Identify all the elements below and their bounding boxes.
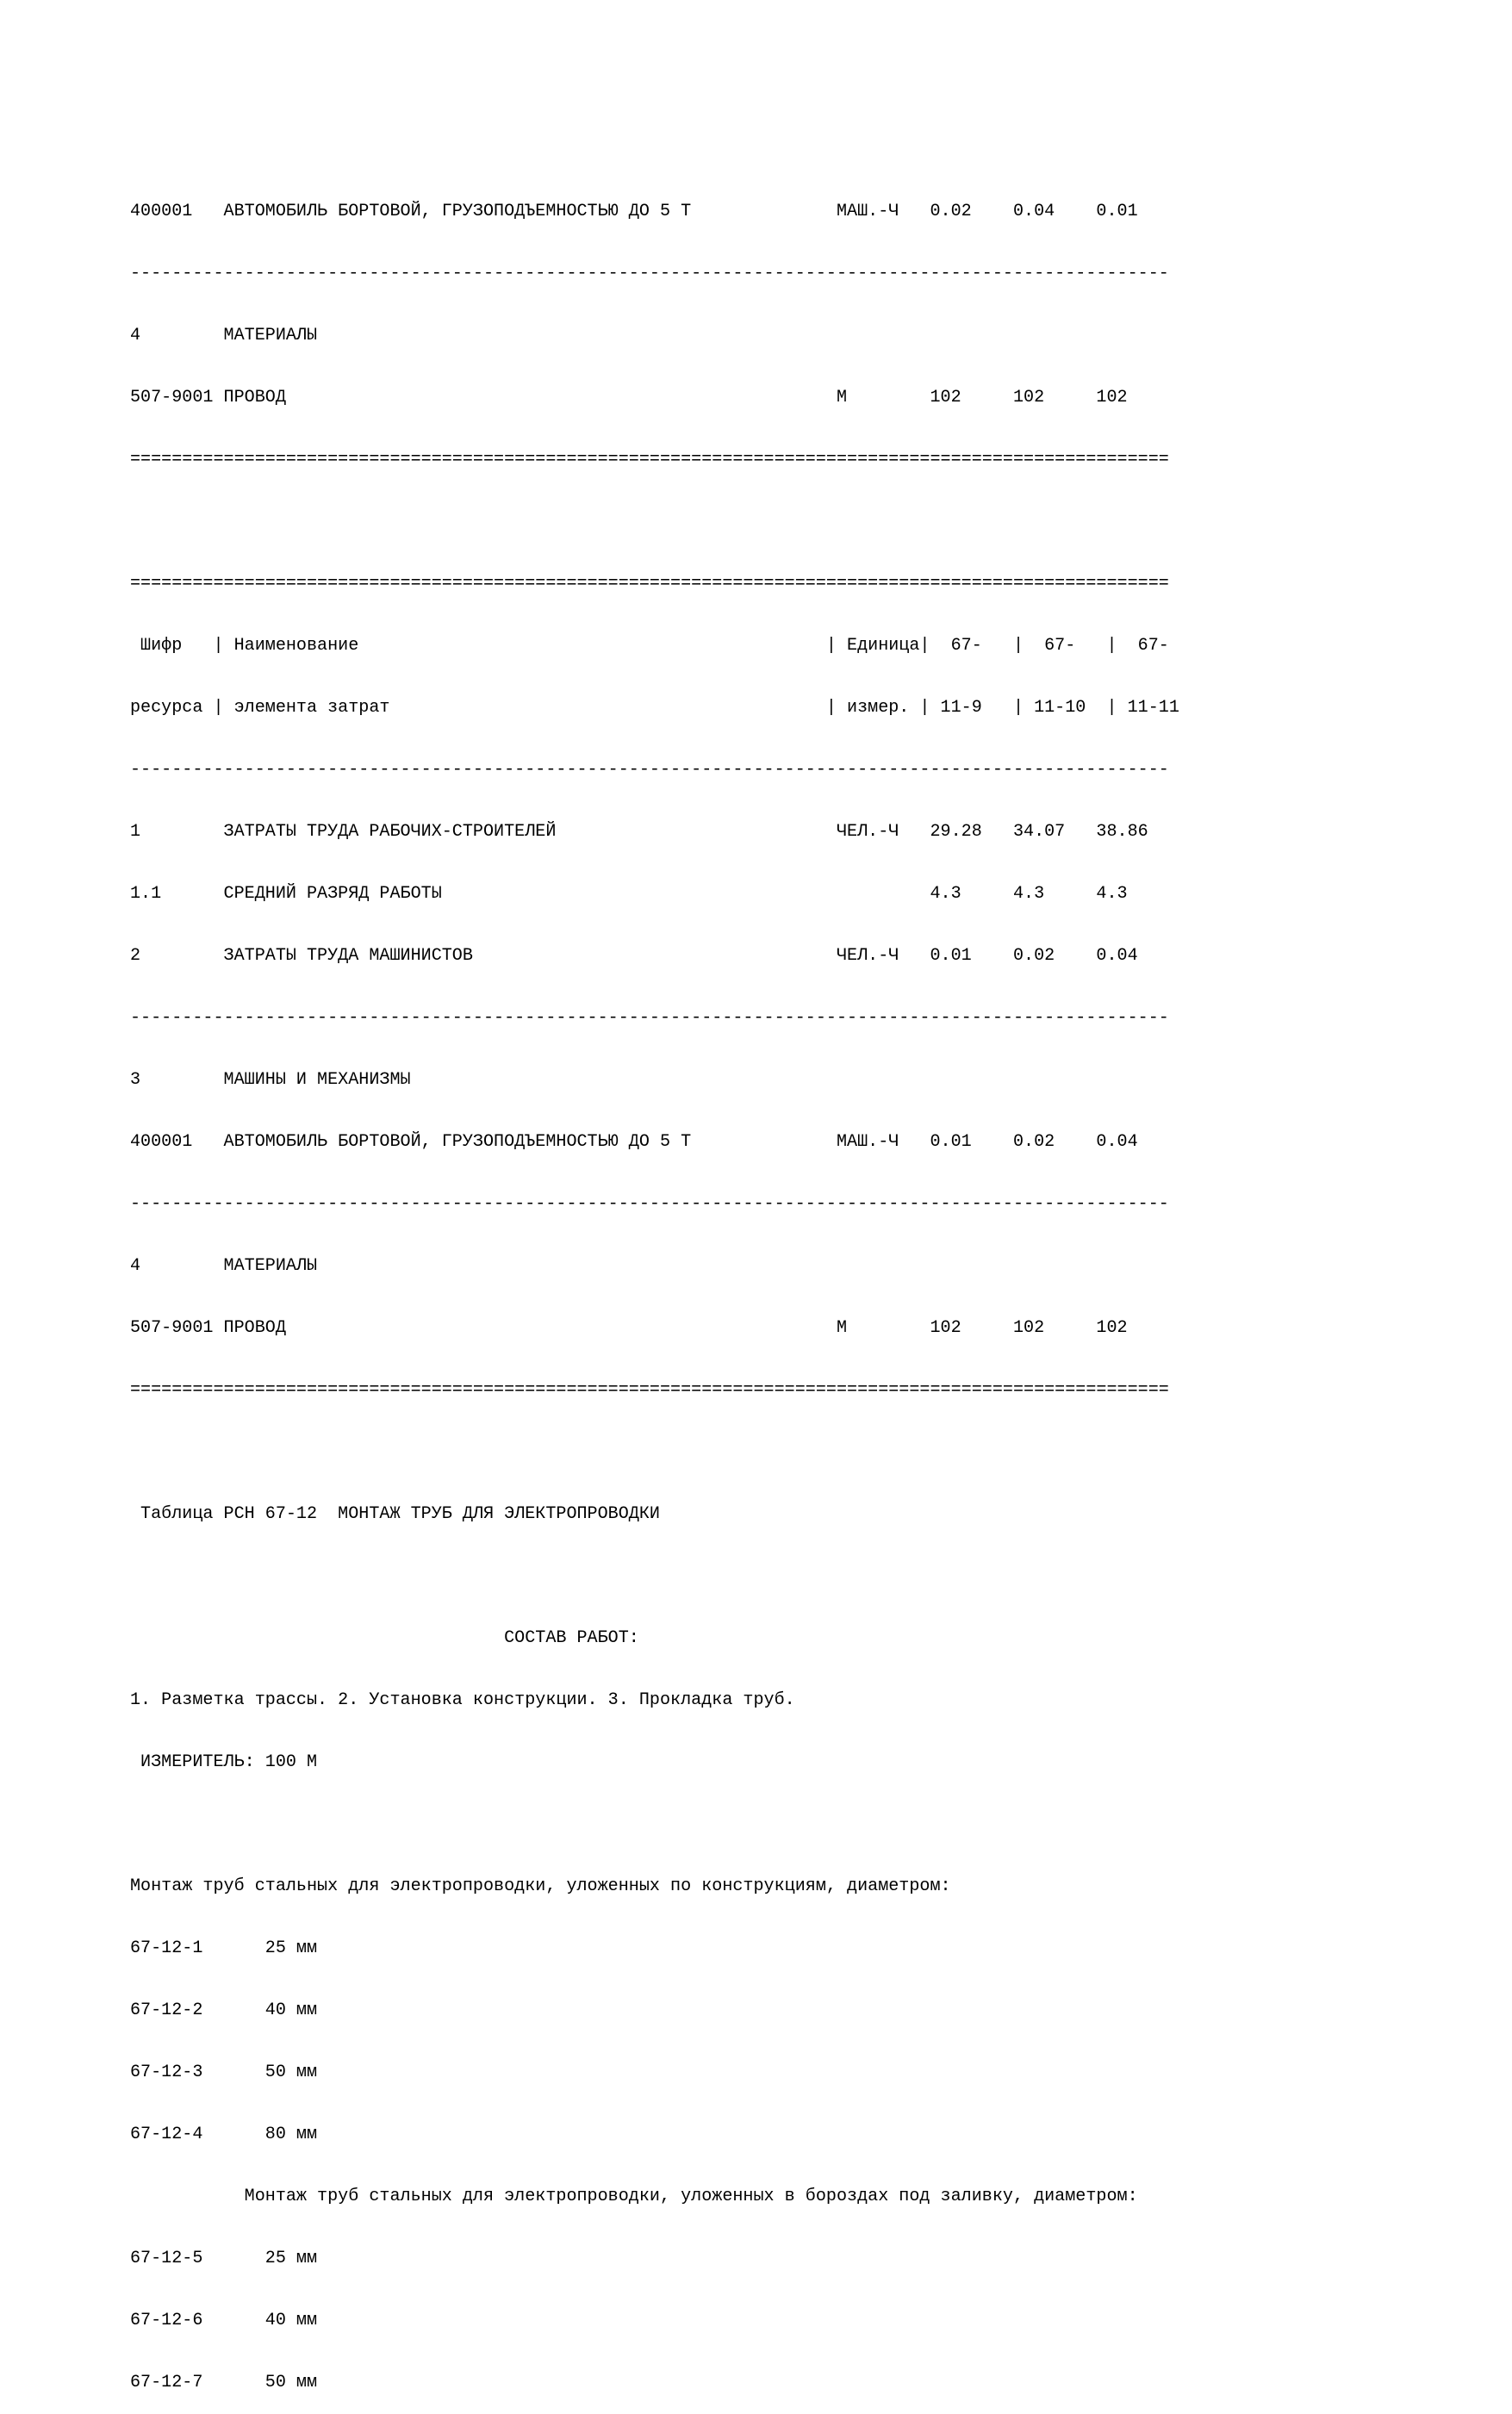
- blank-line: [130, 1442, 1179, 1463]
- table-row: 400001 АВТОМОБИЛЬ БОРТОВОЙ, ГРУЗОПОДЪЕМНОСТЬЮ ДО 5 Т МАШ.-Ч 0.02 0.04 0.01: [130, 202, 1138, 221]
- table-header-row-1: Шифр | Наименование | Единица| 67- | 67- | 67-: [130, 636, 1169, 656]
- group-description: Монтаж труб стальных для электропроводки, уложенных в бороздах под заливку, диаметром:: [130, 2187, 1138, 2206]
- section-heading: 4 МАТЕРИАЛЫ: [130, 326, 318, 345]
- table-row: 507-9001 ПРОВОД М 102 102 102: [130, 1318, 1128, 1338]
- table-row: 400001 АВТОМОБИЛЬ БОРТОВОЙ, ГРУЗОПОДЪЕМНОСТЬЮ ДО 5 Т МАШ.-Ч 0.01 0.02 0.04: [130, 1132, 1138, 1152]
- list-item: 67-12-2 40 мм: [130, 2000, 318, 2020]
- document-page: [130, 160, 1179, 2414]
- double-separator: ====================================================================================================: [130, 450, 1169, 470]
- section-heading: 3 МАШИНЫ И МЕХАНИЗМЫ: [130, 1070, 411, 1090]
- dashed-separator: ----------------------------------------------------------------------------------------------------: [130, 1194, 1169, 1214]
- table-row: 1.1 СРЕДНИЙ РАЗРЯД РАБОТЫ 4.3 4.3 4.3: [130, 884, 1128, 904]
- blank-line: [130, 1566, 1179, 1587]
- dashed-separator: ----------------------------------------------------------------------------------------------------: [130, 264, 1169, 283]
- dashed-separator: ----------------------------------------------------------------------------------------------------: [130, 1008, 1169, 1028]
- list-item: 67-12-6 40 мм: [130, 2311, 318, 2330]
- double-separator: ====================================================================================================: [130, 1380, 1169, 1400]
- work-composition-heading: СОСТАВ РАБОТ:: [130, 1628, 639, 1648]
- list-item: 67-12-1 25 мм: [130, 1938, 318, 1958]
- table-row: 2 ЗАТРАТЫ ТРУДА МАШИНИСТОВ ЧЕЛ.-Ч 0.01 0.02 0.04: [130, 946, 1138, 966]
- blank-line: [130, 512, 1179, 532]
- list-item: 67-12-5 25 мм: [130, 2249, 318, 2268]
- list-item: 67-12-7 50 мм: [130, 2373, 318, 2392]
- table-row: 507-9001 ПРОВОД М 102 102 102: [130, 388, 1128, 408]
- list-item: 67-12-4 80 мм: [130, 2125, 318, 2144]
- work-composition-text: 1. Разметка трассы. 2. Установка конструкции. 3. Прокладка труб.: [130, 1690, 795, 1710]
- blank-line: [130, 1814, 1179, 1835]
- section-heading: 4 МАТЕРИАЛЫ: [130, 1256, 318, 1276]
- group-description: Монтаж труб стальных для электропроводки, уложенных по конструкциям, диаметром:: [130, 1876, 951, 1896]
- list-item: 67-12-3 50 мм: [130, 2062, 318, 2082]
- table-row: 1 ЗАТРАТЫ ТРУДА РАБОЧИХ-СТРОИТЕЛЕЙ ЧЕЛ.-Ч 29.28 34.07 38.86: [130, 822, 1148, 842]
- dashed-separator: ----------------------------------------------------------------------------------------------------: [130, 760, 1169, 780]
- double-separator: ====================================================================================================: [130, 574, 1169, 594]
- table-header-row-2: ресурса | элемента затрат | измер. | 11-9 | 11-10 | 11-11: [130, 698, 1179, 718]
- table-title: Таблица РСН 67-12 МОНТАЖ ТРУБ ДЛЯ ЭЛЕКТРОПРОВОДКИ: [130, 1504, 660, 1524]
- measurement-unit: ИЗМЕРИТЕЛЬ: 100 М: [130, 1752, 318, 1772]
